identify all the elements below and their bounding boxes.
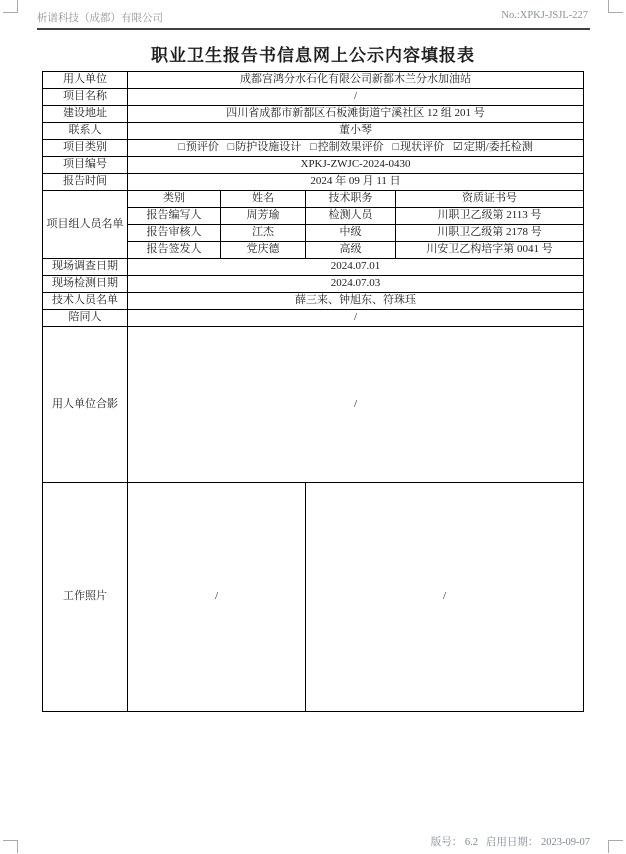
team-col-name: 姓名: [221, 191, 306, 208]
project-name-label: 项目名称: [43, 89, 128, 106]
row-team-header: [43, 191, 584, 208]
checkbox-checked-icon: ☑: [452, 141, 463, 154]
checkbox-icon: □: [310, 141, 317, 154]
row-group-photo: [43, 327, 584, 483]
team-signer-name: 党庆德: [221, 242, 306, 259]
row-project-name: [43, 89, 584, 106]
checkbox-option-protection-design[interactable]: [228, 141, 302, 155]
crop-mark-top-right: [608, 0, 623, 13]
employer-label: 用人单位: [43, 72, 128, 89]
team-reviewer-name: 江杰: [221, 225, 306, 242]
crop-mark-bottom-right: [608, 840, 623, 853]
team-label: 项目组人员名单: [43, 191, 128, 259]
project-no-value: XPKJ-ZWJC-2024-0430: [128, 157, 584, 174]
crop-mark-top-left: [3, 0, 18, 13]
address-label: 建设地址: [43, 106, 128, 123]
address-value: 四川省成都市新都区石板滩街道宁溪社区 12 组 201 号: [128, 106, 584, 123]
group-photo-cell: /: [128, 327, 584, 483]
report-date-label: 报告时间: [43, 174, 128, 191]
team-col-category: 类别: [128, 191, 221, 208]
tech-staff-value: 薛三来、钟旭东、符珠珏: [128, 293, 584, 310]
checkbox-option-control-effect[interactable]: [310, 141, 384, 155]
row-address: [43, 106, 584, 123]
work-photo-cell-right: /: [306, 483, 584, 712]
team-signer-title: 高级: [306, 242, 396, 259]
checkbox-option-periodic-test[interactable]: [453, 141, 533, 155]
test-date-value: 2024.07.03: [128, 276, 584, 293]
header-company: 析谱科技（成都）有限公司: [37, 13, 163, 24]
row-test-date: [43, 276, 584, 293]
contact-value: 董小琴: [128, 123, 584, 140]
project-no-label: 项目编号: [43, 157, 128, 174]
companion-label: 陪同人: [43, 310, 128, 327]
work-photos-label: 工作照片: [43, 483, 128, 712]
checkbox-icon: □: [392, 141, 400, 154]
project-name-value: /: [128, 89, 584, 106]
crop-mark-bottom-left: [3, 840, 18, 853]
team-col-cert: 资质证书号: [396, 191, 584, 208]
category-label: 项目类别: [43, 140, 128, 157]
companion-value: /: [128, 310, 584, 327]
group-photo-label: 用人单位合影: [43, 327, 128, 483]
checkbox-label: 控制效果评价: [317, 141, 384, 154]
employer-value: 成都宫鸿分水石化有限公司新都木兰分水加油站: [128, 72, 584, 89]
row-project-no: [43, 157, 584, 174]
checkbox-option-status-eval[interactable]: [392, 141, 444, 155]
row-employer: [43, 72, 584, 89]
checkbox-label: 现状评价: [400, 141, 445, 154]
header-doc-number: No.:XPKJ-JSJL-227: [501, 10, 588, 21]
row-contact: [43, 123, 584, 140]
form-table: [42, 71, 584, 712]
team-writer-title: 检测人员: [306, 208, 396, 225]
contact-label: 联系人: [43, 123, 128, 140]
test-date-label: 现场检测日期: [43, 276, 128, 293]
page-title: 职业卫生报告书信息网上公示内容填报表: [151, 46, 475, 65]
category-options: [128, 140, 584, 157]
header-rule: [37, 28, 590, 30]
row-companion: [43, 310, 584, 327]
row-work-photos: [43, 483, 584, 712]
team-reviewer-title: 中级: [306, 225, 396, 242]
team-signer-cert: 川安卫乙构培字第 0041 号: [396, 242, 584, 259]
tech-staff-label: 技术人员名单: [43, 293, 128, 310]
checkbox-icon: □: [178, 141, 185, 154]
row-report-date: [43, 174, 584, 191]
checkbox-label: 防护设施设计: [235, 141, 302, 154]
footer-version-info: 版号： 6.2 启用日期： 2023-09-07: [430, 837, 590, 848]
team-col-title: 技术职务: [306, 191, 396, 208]
row-tech-staff: [43, 293, 584, 310]
team-writer-category: 报告编写人: [128, 208, 221, 225]
team-reviewer-cert: 川职卫乙级第 2178 号: [396, 225, 584, 242]
team-writer-name: 周芳瑜: [221, 208, 306, 225]
survey-date-label: 现场调查日期: [43, 259, 128, 276]
team-reviewer-category: 报告审核人: [128, 225, 221, 242]
checkbox-option-pre-eval[interactable]: [178, 141, 219, 155]
work-photo-cell-left: /: [128, 483, 306, 712]
checkbox-icon: □: [227, 141, 235, 154]
checkbox-label: 预评价: [185, 141, 219, 154]
row-survey-date: [43, 259, 584, 276]
report-date-value: 2024 年 09 月 11 日: [128, 174, 584, 191]
row-category: [43, 140, 584, 157]
survey-date-value: 2024.07.01: [128, 259, 584, 276]
team-writer-cert: 川职卫乙级第 2113 号: [396, 208, 584, 225]
checkbox-label: 定期/委托检测: [463, 141, 533, 154]
team-signer-category: 报告签发人: [128, 242, 221, 259]
